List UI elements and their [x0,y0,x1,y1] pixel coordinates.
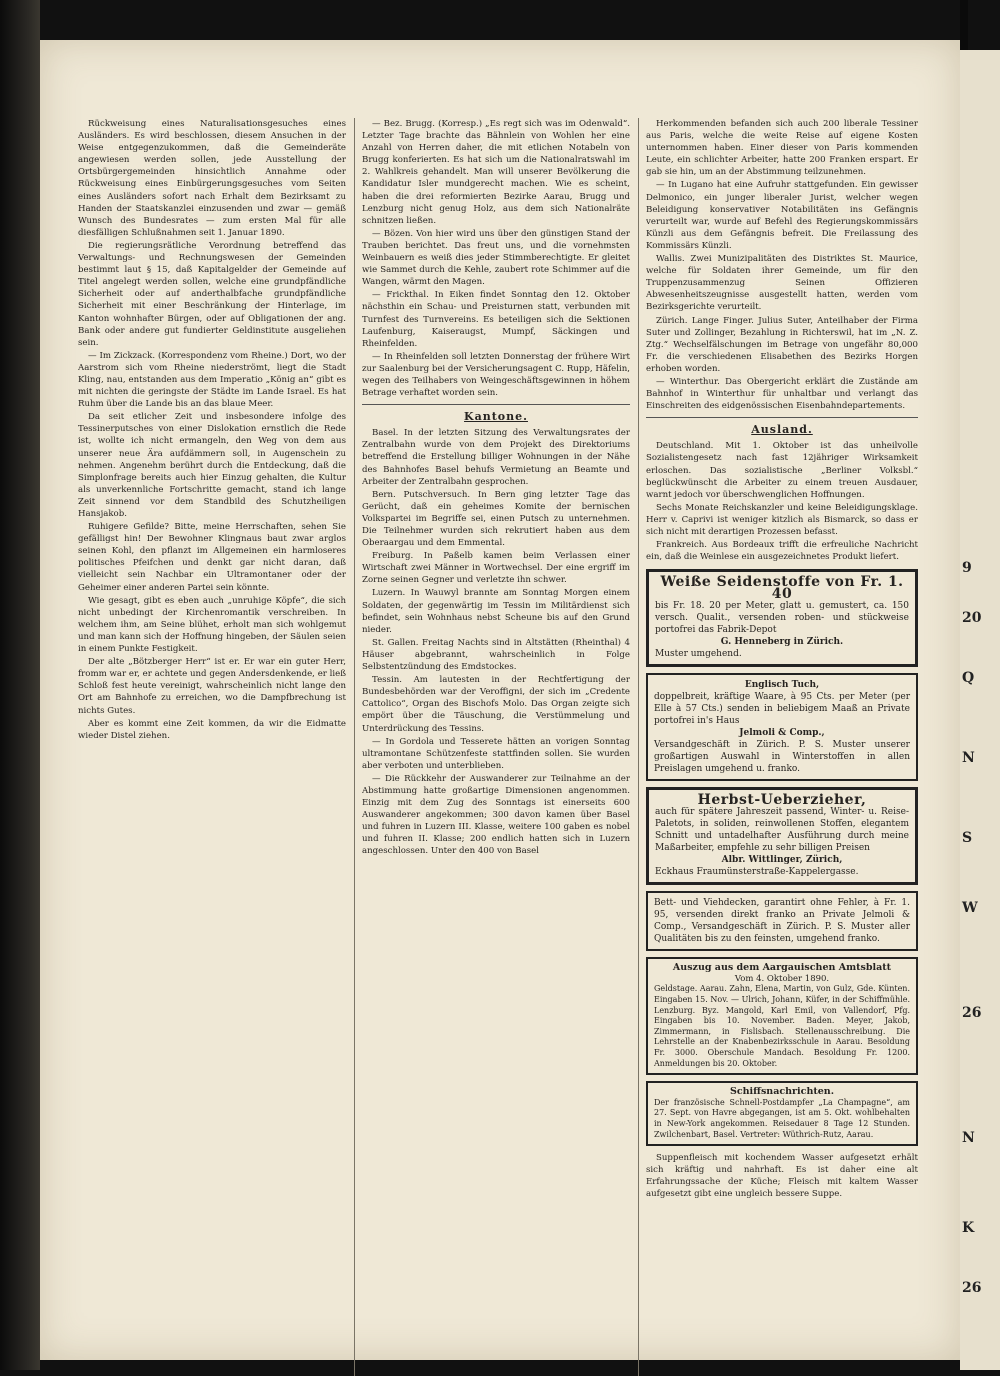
paragraph: Da seit etlicher Zeit und insbesondere infolge des Tessinerputsches von einer Dislokation ernstlich die Rede ist, wollte ich nicht ermangeln, den Weg von dem aus unserer neue Ära aufdämmern soll, in Augenschein zu nehmen. Angenehm berührt durch die Entdeckung, daß die Simplonfrage bereits auch hier Einzug gehalten, die Kultur als unverkennliche Fortschritte gemacht, stand ich lange Zeit sinnend vor dem Standbild des Schutzheiligen Hansjakob. [78,412,346,519]
paragraph: Rückweisung eines Naturalisationsgesuches eines Ausländers. Es wird beschlossen, diesem Ansuchen in der Weise entgegenzukommen, daß die Gemeinderäte angewiesen werden sollen, jede Ausstellung der Ortsbürgergemeinden hinsichtlich Annahme oder Rückweisung eines Einbürgerungsgesuches vom Seiten eines Ausländers sofort nach Erhalt dem Bezirksamt zu Handen der Staatskanzlei einzusenden und zwar — gemäß Wunsch des Bundesrates — zum ersten Mal für alle diesfälligen Schlußnahmen seit 1. Januar 1890. [78,119,346,238]
amtsblatt-text: Geldstage. Aarau. Zahn, Elena, Martin, von Gulz, Gde. Künten. Eingaben 15. Nov. — Ulrich, Johann, Küfer, in der Schiffmühle. Lenzburg. Byz. Mangold, Karl Emil, von Vallendorf, Pfg. Eingaben bis 10. November. Baden. Meyer, Jakob, Zimmermann, in Fislisbach. Stellenausschreibung. Die Lehrstelle an der Knabenbezirksschule in Aarau. Besoldung Fr. 3000. Oberschule Mandach. Besoldung Fr. 1200. Anmeldungen bis 20. Oktober. [654,984,910,1068]
edge-fragment: N [962,1130,975,1146]
right-column [646,118,918,1202]
middle-column [362,118,630,859]
advertisement-silk [646,569,918,667]
paragraph: — Winterthur. Das Obergericht erklärt die Zustände am Bahnhof in Winterthur für unhaltbar und verlangt das Einschreiten des eidgenössischen Eisenbahndepartements. [646,376,918,412]
book-binding-shadow [0,0,40,1370]
column-rule [638,118,639,1376]
ad-tail: Eckhaus Fraumünsterstraße-Kappelergasse. [655,867,859,878]
paragraph: Zürich. Lange Finger. Julius Suter, Anteilhaber der Firma Suter und Zollinger, Bezahlung in Richterswil, hat im „N. Z. Ztg.“ Wechselfälschungen im Betrage von ungefähr 80,000 Fr. die verschiedenen Elisabethen des Bezirks Horgen erhoben worden. [646,315,918,374]
ad-firm: G. Henneberg in Zürich. [720,637,844,648]
paragraph: — In Lugano hat eine Aufruhr stattgefunden. Ein gewisser Delmonico, ein junger liberaler Jurist, welcher wegen Beleidigung konservativer Notabilitäten ins Gefängnis verurteilt war, wurde auf Befehl des Regierungskommissärs Künzli aus dem Gefängnis befreit. Die Freilassung des Kommissärs Künzli. [646,180,918,251]
ad-title: Weiße Seidenstoffe von Fr. 1. 40 [660,574,904,603]
shipping-box [646,1081,918,1146]
paragraph: Luzern. In Wauwyl brannte am Sonntag Morgen einem Soldaten, der gegenwärtig im Tessin im Militärdienst sich befindet, sein Wohnhaus nebst Scheune bis auf den Grund nieder. [362,588,630,635]
adjacent-page-strip [960,50,1000,1370]
paragraph: Herkommenden befanden sich auch 200 liberale Tessiner aus Paris, welche die weite Reise auf eigene Kosten unternommen haben. Einer dieser von Paris kommenden Leute, ein schlichter Arbeiter, hatte 200 Franken erspart. Er gab sie hin, um an der Abstimmung teilzunehmen. [646,119,918,178]
ad-title: Englisch Tuch, [744,680,820,691]
ad-body: doppelbreit, kräftige Waare, à 95 Cts. per Meter (per Elle à 57 Cts.) senden in beliebigem Maaß an Private portofrei in's Haus [654,692,910,727]
paragraph: Bern. Putschversuch. In Bern ging letzter Tage das Gerücht, daß ein geheimes Komite der bernischen Volkspartei im Begriffe sei, einen Putsch zu unternehmen. Die Teilnehmer wurden sich rekrutiert haben aus dem Oberaargau und dem Emmental. [362,489,630,549]
paragraph: Freiburg. In Paßelb kamen beim Verlassen einer Wirtschaft zwei Männer in Wortwechsel. Der eine ergriff im Zorne seinen Gegner und verletzte ihn schwer. [362,551,630,586]
left-column [78,118,346,743]
ad-title: Herbst-Ueberzieher, [697,792,867,809]
paragraph: Basel. In der letzten Sitzung des Verwaltungsrates der Zentralbahn wurde von dem Projekt des Direktoriums betreffend die Erstellung billiger Wohnungen in der Nähe des Bahnhofes Basel behufs Vermietung an Beamte und Arbeiter der Zentralbahn gesprochen. [362,428,630,487]
edge-fragment: 9 [962,560,972,576]
paragraph: Der alte „Bötzberger Herr“ ist er. Er war ein guter Herr, fromm war er, er achtete und gegen Andersdenkende, er ließ Schloß fest heute vereinigt, wahrscheinlich nicht lange den Ort am Bahnhofe zu erreichen, wo die Dampfbrechung ist nichts Gutes. [78,657,346,716]
paragraph: — In Gordola und Tesserete hätten an vorigen Sonntag ultramontane Schützenfeste stattfinden sollen. Sie wurden aber verboten und unterblieben. [362,736,630,771]
paragraph: Die regierungsrätliche Verordnung betreffend das Verwaltungs- und Rechnungswesen der Gemeinden bestimmt laut § 15, daß Kapitalgelder der Gemeinde auf Titel angelegt werden sollen, welche eine grundpfändliche Sicherheit oder auf anderthalbfache grundpfändliche Sicherheit mit einer Beschränkung der Hinterlage, im Kanton wohnhafter Bürgen, oder auf Obligationen der ang. Bank oder andere gut fundierter Geldinstitute ausgeliehen sein. [78,240,346,348]
ad-body: Bett- und Viehdecken, garantirt ohne Fehler, à Fr. 1. 95, versenden direkt franko an Private Jelmoli & Comp., Versandgeschäft in Zürich. P. S. Muster aller Qualitäten bis zu den feinsten, umgehend franko. [654,898,910,945]
ad-tail: Versandgeschäft in Zürich. P. S. Muster unserer großartigen Auswahl in Winterstoffen in allen Preislagen umgehend u. franko. [654,740,910,775]
paragraph: — In Rheinfelden soll letzten Donnerstag der frühere Wirt zur Saalenburg bei der Versicherungsagent C. Rupp, Häfelin, wegen des Teilhabers von Weingeschäftsgewinnen in höhem Betrage verhaftet worden sein. [362,351,630,399]
paragraph: Ruhigere Gefilde? Bitte, meine Herrschaften, sehen Sie gefälligst hin! Der Bewohner Klingnaus baut zwar arglos seinen Kohl, den pflanzt im Allgemeinen ein harmloseres politisches Pfeifchen und denkt gar nicht daran, daß vielleicht sein Nachbar ein Ultramontaner oder der Geheimer einer anderen Partei sein könnte. [78,522,346,593]
edge-fragment: K [962,1220,975,1236]
paragraph: — Bez. Brugg. (Korresp.) „Es regt sich was im Odenwald“. Letzter Tage brachte das Bähnlein von Wohlen her eine Anzahl von Herren daher, die mit etlichen Notabeln von Brugg konferierten. Es hat sich um die Nationalratswahl im 2. Wahlkreis gehandelt. Man will unserer Bevölkerung die Kandidatur Isler mundgerecht machen. Wie es scheint, haben die drei reformierten Bezirke Aarau, Brugg und Lenzburg nicht genug Holz, aus dem sich Nationalräte schnitzen ließen. [362,119,630,226]
paragraph: — Im Zickzack. (Korrespondenz vom Rheine.) Dort, wo der Aarstrom sich vom Rheine niederströmt, liegt die Stadt Kling, nau, entstanden aus dem Imperatio „König an“ gibt es mit nichten die geringste der Städte im Lande Israel. Es hat Ruhm über die Lande bis an das blaue Meer. [78,350,346,410]
paragraph: Sechs Monate Reichskanzler und keine Beleidigungsklage. Herr v. Caprivi ist weniger kitzlich als Bismarck, so dass er sich nicht mit derartigen Prozessen befasst. [646,502,918,537]
paragraph: — Die Rückkehr der Auswanderer zur Teilnahme an der Abstimmung hatte großartige Dimensionen angenommen. Einzig mit dem Zug des Sonntags ist einerseits 600 Auswanderer angekommen; 300 davon kamen über Basel und fuhren in Luzern III. Klasse, weitere 100 gaben es nobel und fuhren II. Klasse; 200 endlich hatten sich in Luzern angeschlossen. Unter den 400 von Basel [362,773,630,857]
edge-fragment: Q [962,670,975,686]
paragraph: Frankreich. Aus Bordeaux trifft die erfreuliche Nachricht ein, daß die Weinlese ein ausgezeichnetes Produkt liefert. [646,540,918,563]
ad-body: auch für spätere Jahreszeit passend, Winter- u. Reise-Paletots, in soliden, reinwollenen Stoffen, elegantem Schnitt und untadelhafter Ausführung durch meine Maßarbeiter, empfehle zu sehr billigen Preisen [655,807,909,854]
edge-fragment: 26 [962,1005,982,1021]
amtsblatt-date: Vom 4. Oktober 1890. [734,973,830,984]
paragraph: Aber es kommt eine Zeit kommen, da wir die Eidmatte wieder Distel ziehen. [78,718,346,741]
ad-firm: Jelmoli & Comp., [739,728,825,739]
ad-tail: Muster umgehend. [655,649,742,660]
paragraph: Wallis. Zwei Munizipalitäten des Distriktes St. Maurice, welche für Soldaten ihrer Gemeinde, um für den Truppenzusammenzug Seinen Offizieren Abwesenheitszeugnisse ausgestellt hatten, werden vom Bezirksgerichte verurteilt. [646,254,918,313]
paragraph: Deutschland. Mit 1. Oktober ist das unheilvolle Sozialistengesetz nach fast 12jähriger Wirksamkeit erloschen. Das sozialistische „Berliner Volksbl.“ beglückwünscht die Arbeiter zu einem treuen Ausdauer, warnt jedoch vor überschwenglichen Hoffnungen. [646,441,918,500]
section-title-ausland: Ausland. [751,423,813,437]
amtsblatt-box [646,957,918,1075]
edge-fragment: 20 [962,610,982,626]
column-rule [354,118,355,1376]
shipping-title: Schiffsnachrichten. [729,1086,834,1098]
paragraph: — Bözen. Von hier wird uns über den günstigen Stand der Trauben berichtet. Das freut uns, und die vornehmsten Weinbauern es weiß dies jeder Stimmberechtigte. Er gleitet wie Sammet durch die Kehle, zaubert rote Schimmer auf die Wangen, wärmt den Magen. [362,228,630,288]
edge-fragment: S [962,830,973,846]
newspaper-page [40,40,960,1360]
shipping-text: Der französische Schnell-Postdampfer „La Champagne“, am 27. Sept. von Havre abgegangen, ist am 5. Okt. wohlbehalten in New-York angekommen. Reisedauer 8 Tage 12 Stunden. Zwilchenbart, Basel. Vertreter: Wüthrich-Rutz, Aarau. [654,1097,910,1139]
paragraph: Suppenfleisch mit kochendem Wasser aufgesetzt erhält sich kräftig und nahrhaft. Es ist daher eine alt Erfahrungssache der Küche; Fleisch mit kaltem Wasser aufgesetzt gibt eine ungleich bessere Suppe. [646,1153,918,1200]
amtsblatt-title: Auszug aus dem Aargauischen Amtsblatt [672,962,892,974]
advertisement-blankets [646,891,918,951]
edge-fragment: N [962,750,975,766]
divider [362,404,630,405]
advertisement-coats [646,787,918,885]
ad-firm: Albr. Wittlinger, Zürich, [721,855,843,866]
section-title-kantone: Kantone. [464,410,528,424]
edge-fragment: W [962,900,978,916]
divider [646,417,918,418]
paragraph: St. Gallen. Freitag Nachts sind in Altstätten (Rheinthal) 4 Häuser abgebrannt, wahrscheinlich in Folge Selbstentzündung des Emdstockes. [362,637,630,673]
paragraph: Tessin. Am lautesten in der Rechtfertigung der Bundesbehörden war der Veroffigni, der sich im „Credente Cattolico“, Organ des Bischofs Molo. Das Organ zeigte sich empört über die Täuschung, die Verstümmelung und Unterdrückung des Tessins. [362,675,630,734]
advertisement-cloth [646,673,918,781]
paragraph: — Frickthal. In Eiken findet Sonntag den 12. Oktober nächsthin ein Schau- und Preisturnen statt, verbunden mit Turnfest des Turnvereins. Es beteiligen sich die Sektionen Laufenburg, Kaiseraugst, Mumpf, Säckingen und Rheinfelden. [362,290,630,349]
ad-body: bis Fr. 18. 20 per Meter, glatt u. gemustert, ca. 150 versch. Qualit., versenden roben- und stückweise portofrei das Fabrik-Depot [655,601,909,636]
edge-fragment: 26 [962,1280,982,1296]
paragraph: Wie gesagt, gibt es eben auch „unruhige Köpfe“, die sich nicht unbedingt der Kirchenromantik verschreiben. In welchem ihm, am Seine blühet, erholt man sich wohlgemut und man kann sich der Hoffnung hingeben, der Säulen seien in einem Punkte Festigkeit. [78,595,346,655]
